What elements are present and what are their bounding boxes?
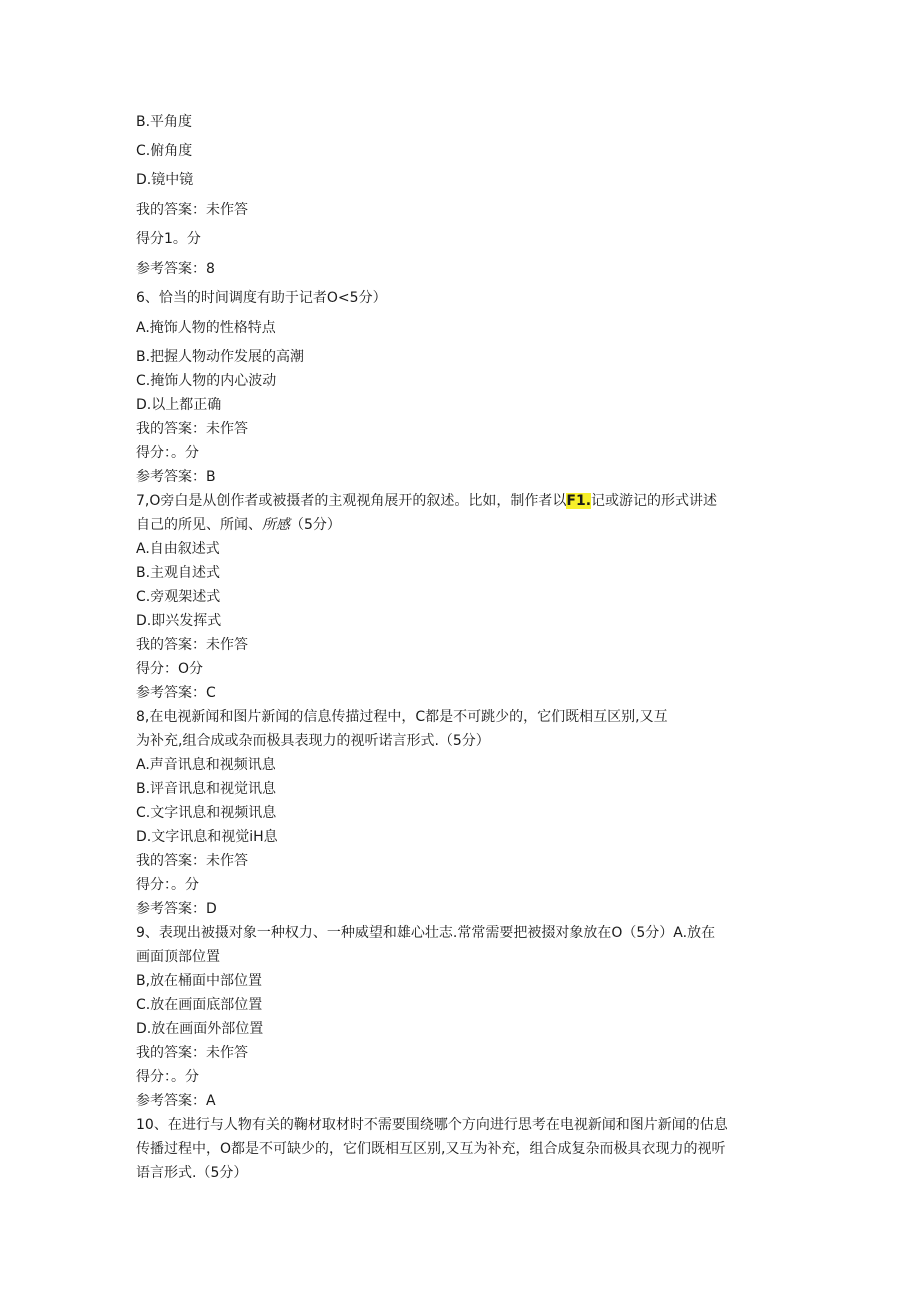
option-a-q6: A.掩饰人物的性格特点 bbox=[136, 320, 276, 336]
question-8-line-1: 8,在电视新闻和图片新闻的信息传描过程中，C都是不可跳少的，它们既相互区别,又互 bbox=[136, 709, 668, 725]
option-b-q8: B.评音讯息和视觉讯息 bbox=[136, 781, 277, 797]
option-d-q9: D.放在画面外部位置 bbox=[136, 1021, 264, 1037]
reference-answer-q9: 参考答案：A bbox=[136, 1093, 216, 1109]
reference-answer-q6: 参考答案：B bbox=[136, 469, 216, 485]
option-c-q6: C.掩饰人物的内心波动 bbox=[136, 373, 277, 389]
question-7-text-d: （5分） bbox=[290, 517, 341, 533]
question-7-text-a: 7,O旁白是从创作者或被摄者的主观视角展开的叙述。比如，制作者以 bbox=[136, 493, 567, 509]
option-b-q5: B.平角度 bbox=[136, 114, 193, 130]
question-10-line-3: 语言形式.（5分） bbox=[136, 1165, 248, 1181]
question-9-line-1: 9、表现出被摄对象一种权力、一种威望和雄心壮志.常常需要把被掇对象放在O（5分）A.放在 bbox=[136, 925, 716, 941]
option-c-q7: C.旁观架述式 bbox=[136, 589, 221, 605]
option-d-q8: D.文字讯息和视觉iH息 bbox=[136, 829, 278, 845]
score-q5: 得分1。分 bbox=[136, 231, 201, 247]
my-answer-q9: 我的答案：未作答 bbox=[136, 1045, 248, 1061]
question-9-line-2: 画面顶部位置 bbox=[136, 949, 220, 965]
question-7-line-1 bbox=[136, 491, 786, 511]
score-q8: 得分：。分 bbox=[136, 877, 199, 893]
question-10-line-2: 传播过程中，O都是不可缺少的，它们既相互区别,又互为补充，组合成复杂而极具衣现力的视听 bbox=[136, 1141, 726, 1157]
question-10-line-1: 10、在进行与人物有关的鞠材取材时不需要围绕哪个方向进行思考在电视新闻和图片新闻的估息 bbox=[136, 1117, 728, 1133]
question-7-line-2 bbox=[136, 515, 786, 535]
option-c-q9: C.放在画面底部位置 bbox=[136, 997, 263, 1013]
question-7-text-c: 自己的所见、所闻、 bbox=[136, 517, 262, 533]
italic-text: 所感 bbox=[262, 517, 290, 533]
option-c-q5: C.俯角度 bbox=[136, 143, 193, 159]
reference-answer-q8: 参考答案：D bbox=[136, 901, 217, 917]
highlighted-text: F1. bbox=[566, 493, 592, 509]
my-answer-q8: 我的答案：未作答 bbox=[136, 853, 248, 869]
option-b-q7: B.主观自述式 bbox=[136, 565, 221, 581]
score-q7: 得分：O分 bbox=[136, 661, 204, 677]
question-7-text-b: 记或游记的形式讲述 bbox=[591, 493, 718, 509]
my-answer-q5: 我的答案：未作答 bbox=[136, 202, 248, 218]
my-answer-q6: 我的答案：未作答 bbox=[136, 421, 248, 437]
reference-answer-q5: 参考答案：8 bbox=[136, 261, 215, 277]
score-q6: 得分：。分 bbox=[136, 445, 199, 461]
question-8-line-2: 为补充,组合成或杂而极具表现力的视听诺言形式.（5分） bbox=[136, 733, 490, 749]
question-6: 6、恰当的时间调度有助于记者O<5分） bbox=[136, 290, 387, 306]
reference-answer-q7: 参考答案：C bbox=[136, 685, 216, 701]
option-d-q6: D.以上都正确 bbox=[136, 397, 222, 413]
option-b-q9: B,放在桶面中部位置 bbox=[136, 973, 263, 989]
option-b-q6: B.把握人物动作发展的高潮 bbox=[136, 349, 305, 365]
my-answer-q7: 我的答案：未作答 bbox=[136, 637, 248, 653]
option-d-q5: D.镜中镜 bbox=[136, 172, 194, 188]
option-c-q8: C.文字讯息和视频讯息 bbox=[136, 805, 277, 821]
option-a-q8: A.声音讯息和视频讯息 bbox=[136, 757, 276, 773]
option-a-q7: A.自由叙述式 bbox=[136, 541, 220, 557]
score-q9: 得分：。分 bbox=[136, 1069, 199, 1085]
option-d-q7: D.即兴发挥式 bbox=[136, 613, 222, 629]
